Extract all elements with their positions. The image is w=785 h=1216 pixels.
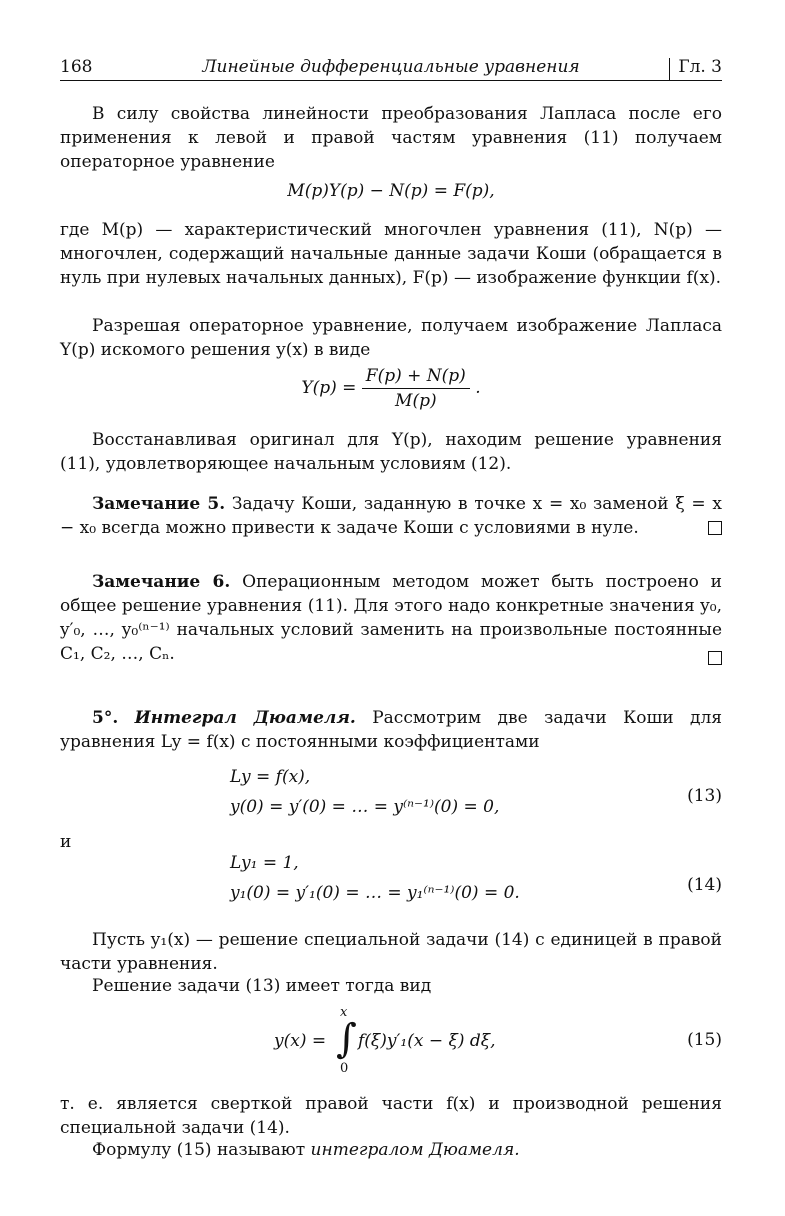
section-number: 5°. [92,708,119,728]
eq14-line1: Ly₁ = 1, [230,853,299,873]
eq15-integrand: f(ξ)y′₁(x − ξ) dξ, [358,1031,496,1051]
paragraph-laplace-intro: В силу свойства линейности преобразования Лапласа после его применения к левой и правой частям уравнения (11) получаем операторное уравнение [60,104,722,172]
remark-6-label: Замечание 6. [92,572,231,592]
remark-5-label: Замечание 5. [92,494,226,514]
equation-image-fraction [362,364,470,413]
paragraph-restore-original: Восстанавливая оригинал для Y(p), находим решение уравнения (11), удовлетворяющее начальным условиям (12). [60,430,722,474]
equation-image-tail: . [475,378,481,398]
header-divider [669,58,670,80]
fraction-numerator: F(p) + N(p) [362,364,470,389]
paragraph-convolution: т. е. является сверткой правой части f(x) и производной решения специальной задачи (14). [60,1094,722,1138]
equation-number-13: (13) [687,786,722,806]
eq15-lower-limit: 0 [340,1061,349,1076]
section-duhamel [60,706,722,754]
running-title: Линейные дифференциальные уравнения [202,57,580,77]
fraction-denominator: M(p) [395,391,437,411]
paragraph-duhamel-name [60,1138,722,1162]
p8-start: Формулу (15) называют [92,1140,306,1160]
remark-6-text: Операционным методом может быть построено и общее решение уравнения (11). Для этого надо конкретные значения y₀, y′₀, …, y₀⁽ⁿ⁻¹⁾ начальных условий заменить на произвольные постоянные C₁, C₂, …, Cₙ. [60,572,722,664]
paragraph-solve-operator: Разрешая операторное уравнение, получаем изображение Лапласа Y(p) искомого решения y(x) в виде [60,316,722,360]
paragraph-definitions: где M(p) — характеристический многочлен уравнения (11), N(p) — многочлен, содержащий начальные данные задачи Коши (обращается в нуль при нулевых начальных данных), F(p) — изображение функции f(x). [60,220,722,288]
equation-image [60,364,722,413]
chapter-label: Гл. 3 [678,57,722,77]
page-number: 168 [60,57,93,77]
remark-5-text: Задачу Коши, заданную в точке x = x₀ заменой ξ = x − x₀ всегда можно привести к задаче Коши с условиями в нуле. [60,494,722,538]
duhamel-term: интегралом Дюамеля. [310,1140,520,1160]
equation-system-14 [230,848,520,908]
eq13-line2: y(0) = y′(0) = … = y⁽ⁿ⁻¹⁾(0) = 0, [230,797,500,817]
paragraph-solution-form: Решение задачи (13) имеет тогда вид [92,976,432,996]
conjunction-and: и [60,832,72,852]
header-rule [60,80,722,81]
equation-operator: M(p)Y(p) − N(p) = F(p), [287,181,495,201]
section-intro: Рассмотрим две задачи Коши для уравнения Ly = f(x) с постоянными коэффициентами [60,708,722,752]
page-header [60,56,722,82]
integral-sign-icon: ∫ [336,1016,357,1062]
paragraph-special-problem: Пусть y₁(x) — решение специальной задачи (14) с единицей в правой части уравнения. [60,930,722,974]
equation-15 [60,1006,722,1080]
qed-square-icon [708,521,722,535]
eq14-line2: y₁(0) = y′₁(0) = … = y₁⁽ⁿ⁻¹⁾(0) = 0. [230,883,520,903]
equation-number-15: (15) [687,1030,722,1050]
remark-5 [60,492,722,540]
section-title: Интеграл Дюамеля. [134,708,356,728]
eq15-lhs: y(x) = [274,1031,327,1051]
equation-system-13 [230,762,499,822]
eq13-line1: Ly = f(x), [230,767,311,787]
equation-number-14: (14) [687,875,722,895]
book-page [60,0,722,1216]
eq15-upper-limit: x [340,1005,348,1020]
remark-6 [60,570,722,666]
qed-square-icon [708,651,722,665]
equation-image-lhs: Y(p) = [301,378,357,398]
